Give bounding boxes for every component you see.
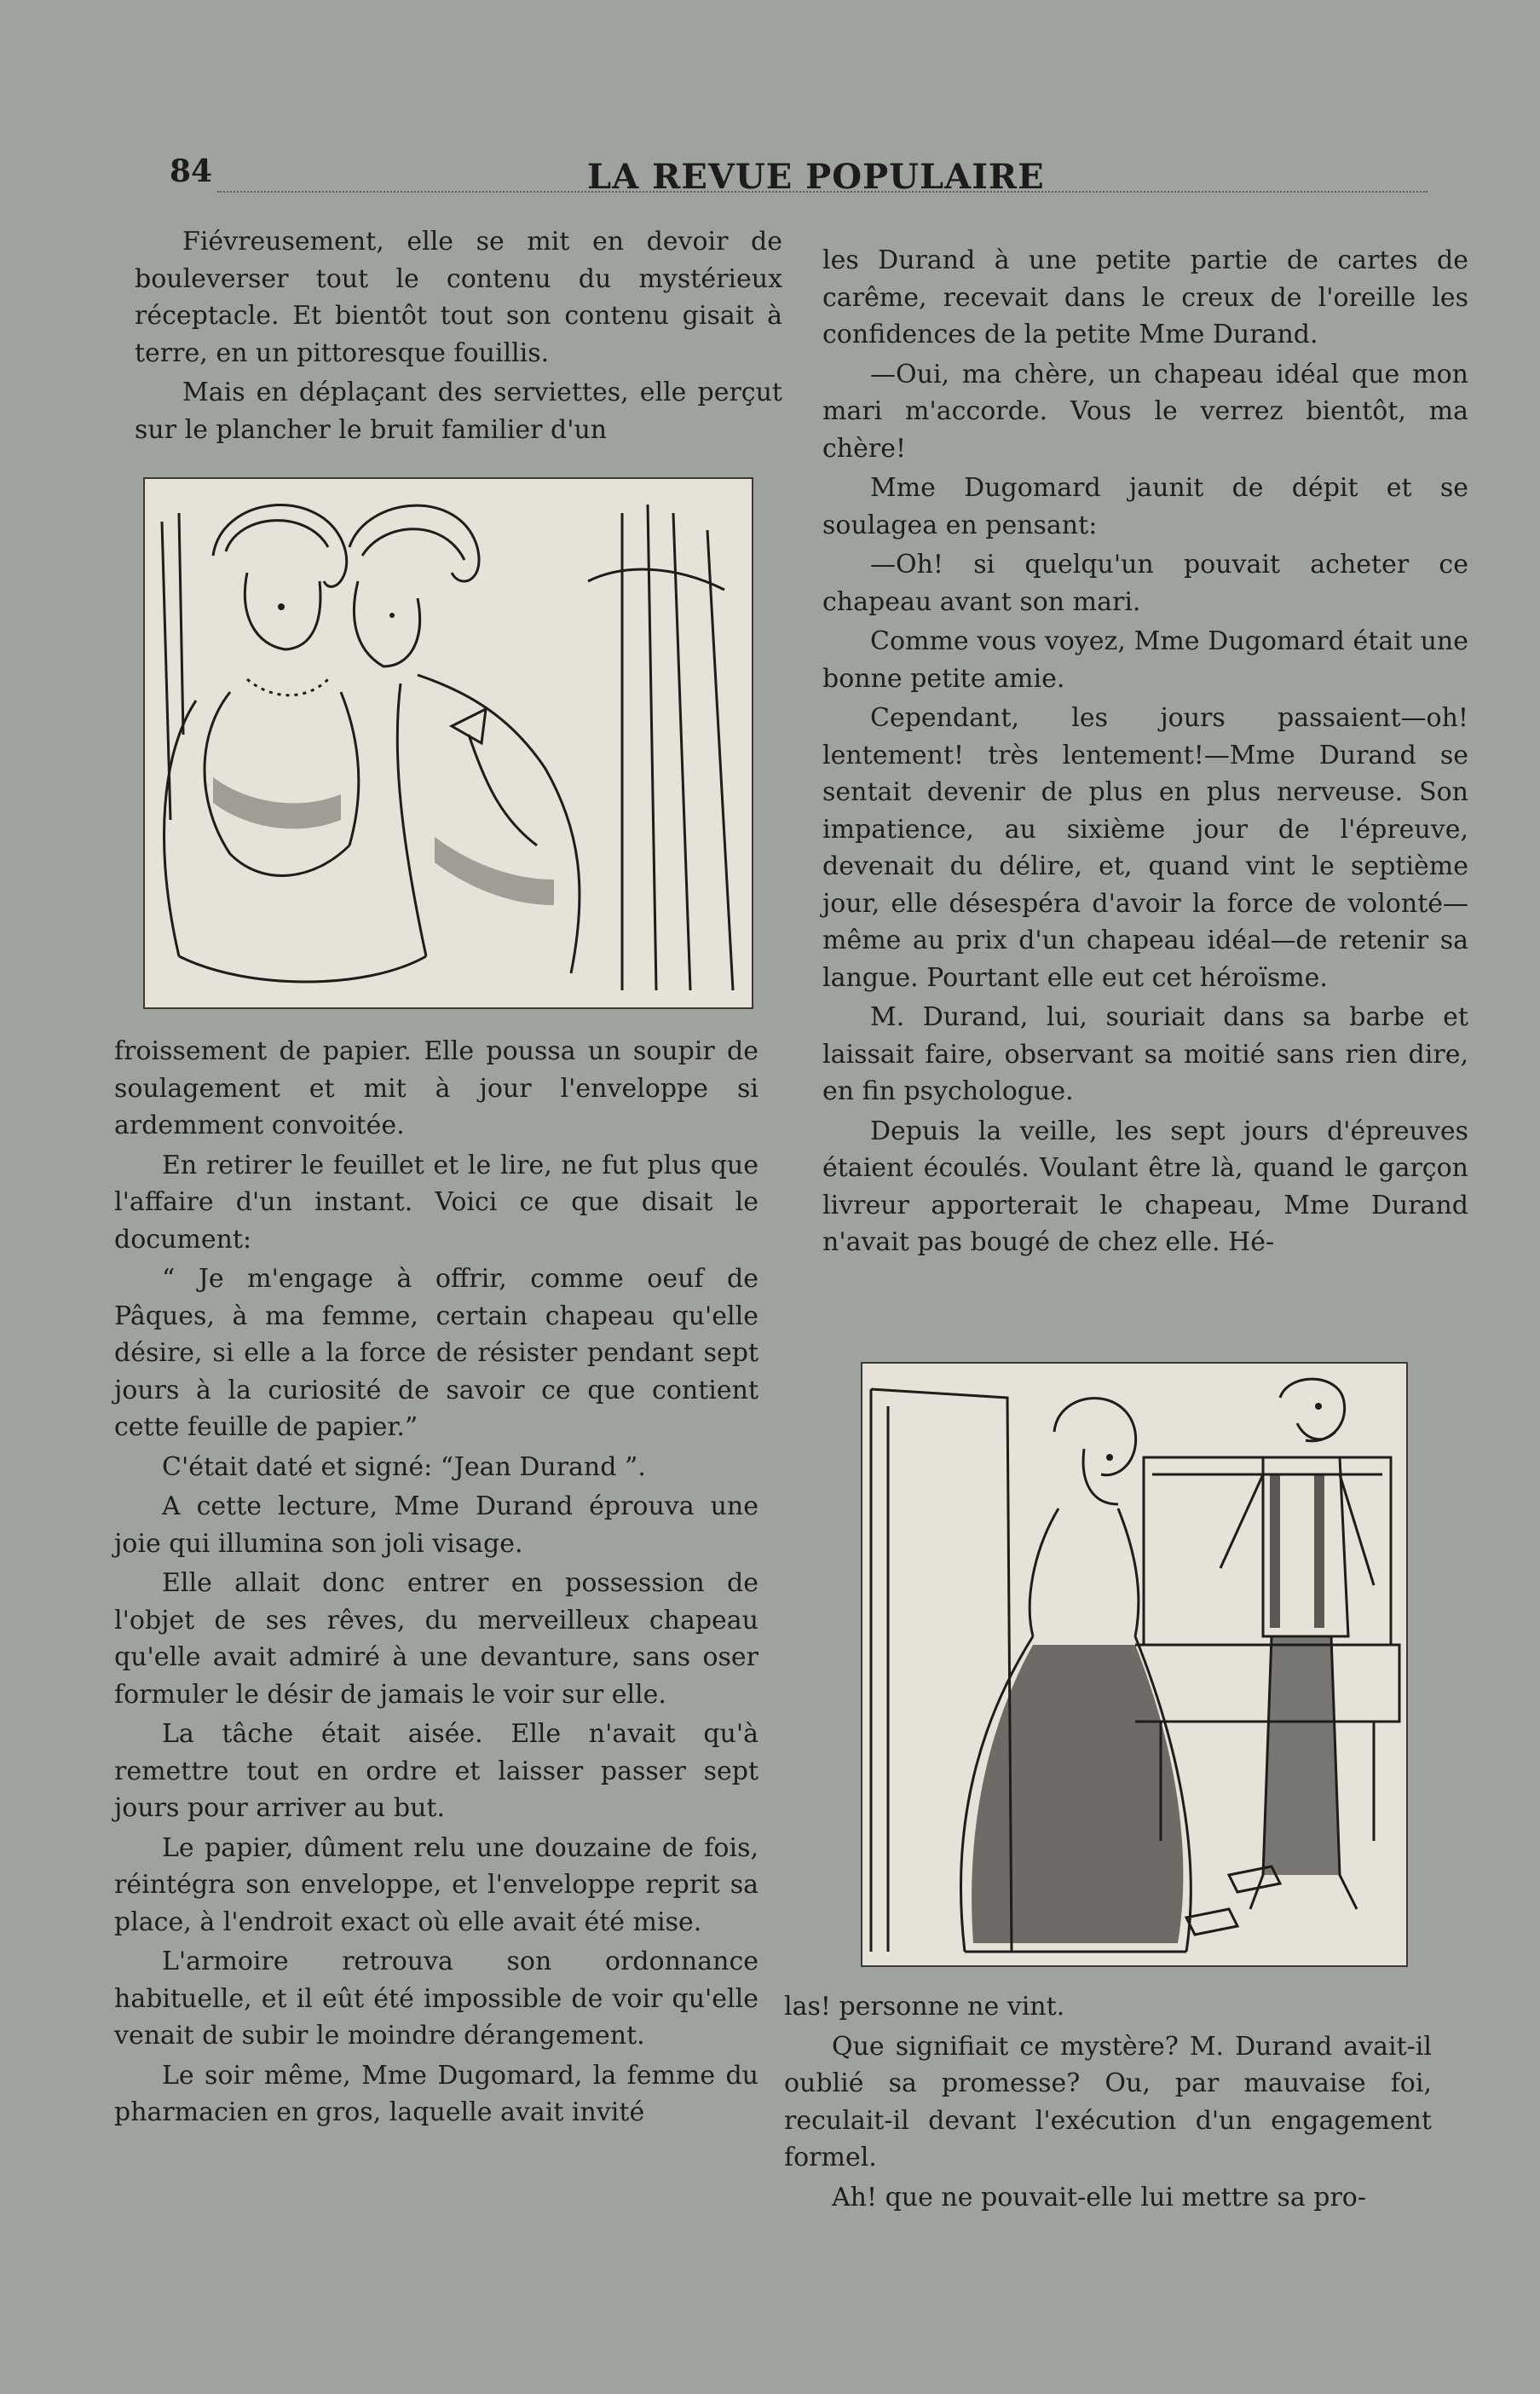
running-title: LA REVUE POPULAIRE bbox=[587, 157, 1045, 197]
paragraph: Le soir même, Mme Dugomard, la femme du pharmacien en gros, laquelle avait invité bbox=[114, 2060, 758, 2127]
engraving-couple-room bbox=[862, 1364, 1406, 1965]
paragraph: L'armoire retrouva son ordonnance habituelle, et il eût été impossible de voir qu'elle venait de subir le moindre dérangement. bbox=[114, 1947, 758, 2051]
page-number: 84 bbox=[170, 153, 213, 189]
paragraph: Fiévreusement, elle se mit en devoir de bouleverser tout le contenu du mystérieux réceptacle. Et bientôt tout son contenu gisait à terre, en un pittoresque fouillis. bbox=[135, 227, 782, 368]
illustration-couple-room bbox=[861, 1362, 1408, 1967]
engraving-two-women bbox=[145, 479, 752, 1007]
dialogue: —Oui, ma chère, un chapeau idéal que mon mari m'accorde. Vous le verrez bientôt, ma chère! bbox=[822, 359, 1468, 464]
paragraph: La tâche était aisée. Elle n'avait qu'à remettre tout en ordre et laisser passer sept jours pour arriver au but. bbox=[114, 1719, 758, 1823]
paragraph: Le papier, dûment relu une douzaine de fois, réintégra son enveloppe, et l'enveloppe reprit sa place, à l'endroit exact où elle avait été mise. bbox=[114, 1832, 758, 1937]
paragraph: Mais en déplaçant des serviettes, elle perçut sur le plancher le bruit familier d'un bbox=[135, 378, 782, 445]
paragraph: Elle allait donc entrer en possession de l'objet de ses rêves, du merveilleux chapeau qu'elle avait admiré à une devanture, sans oser formuler le désir de jamais le voir sur elle. bbox=[114, 1568, 758, 1710]
left-column-bottom bbox=[114, 1033, 758, 2134]
right-column-top bbox=[822, 242, 1468, 1264]
paragraph: les Durand à une petite partie de cartes de carême, recevait dans le creux de l'oreille les confidences de la petite Mme Durand. bbox=[822, 245, 1468, 349]
paragraph: Depuis la veille, les sept jours d'épreuves étaient écoulés. Voulant être là, quand le garçon livreur apporterait le chapeau, Mme Durand n'avait pas bougé de chez elle. Hé- bbox=[822, 1116, 1468, 1257]
quoted-document: “ Je m'engage à offrir, comme oeuf de Pâques, à ma femme, certain chapeau qu'elle désire, si elle a la force de résister pendant sept jours à la curiosité de savoir ce que contient cette feuille de papier.” bbox=[114, 1264, 758, 1442]
paragraph: Mme Dugomard jaunit de dépit et se soulagea en pensant: bbox=[822, 473, 1468, 540]
paragraph: M. Durand, lui, souriait dans sa barbe et laissait faire, observant sa moitié sans rien dire, en fin psychologue. bbox=[822, 1002, 1468, 1106]
paragraph: En retirer le feuillet et le lire, ne fut plus que l'affaire d'un instant. Voici ce que disait le document: bbox=[114, 1150, 758, 1255]
dialogue: —Oh! si quelqu'un pouvait acheter ce chapeau avant son mari. bbox=[822, 550, 1468, 617]
right-column-bottom bbox=[784, 1988, 1432, 2218]
paragraph: las! personne ne vint. bbox=[784, 1992, 1065, 2022]
paragraph: A cette lecture, Mme Durand éprouva une joie qui illumina son joli visage. bbox=[114, 1491, 758, 1559]
paragraph: C'était daté et signé: “Jean Durand ”. bbox=[162, 1451, 646, 1482]
illustration-two-women bbox=[143, 477, 753, 1009]
paragraph: Que signifiait ce mystère? M. Durand avait-il oublié sa promesse? Ou, par mauvaise foi, reculait-il devant l'exécution d'un engagement formel. bbox=[784, 2031, 1432, 2172]
paragraph: Ah! que ne pouvait-elle lui mettre sa pro- bbox=[832, 2182, 1366, 2212]
left-column-top bbox=[135, 223, 782, 451]
header-rule bbox=[217, 191, 1428, 193]
paragraph: Comme vous voyez, Mme Dugomard était une bonne petite amie. bbox=[822, 626, 1468, 694]
paragraph: froissement de papier. Elle poussa un soupir de soulagement et mit à jour l'enveloppe si ardemment convoitée. bbox=[114, 1036, 758, 1140]
page-header bbox=[166, 147, 1445, 198]
paragraph: Cependant, les jours passaient—oh! lentement! très lentement!—Mme Durand se sentait devenir de plus en plus nerveuse. Son impatience, au sixième jour de l'épreuve, devenait du délire, et, quand vint le septième jour, elle désespéra d'avoir la force de volonté—même au prix d'un chapeau idéal—de retenir sa langue. Pourtant elle eut cet héroïsme. bbox=[822, 703, 1468, 993]
